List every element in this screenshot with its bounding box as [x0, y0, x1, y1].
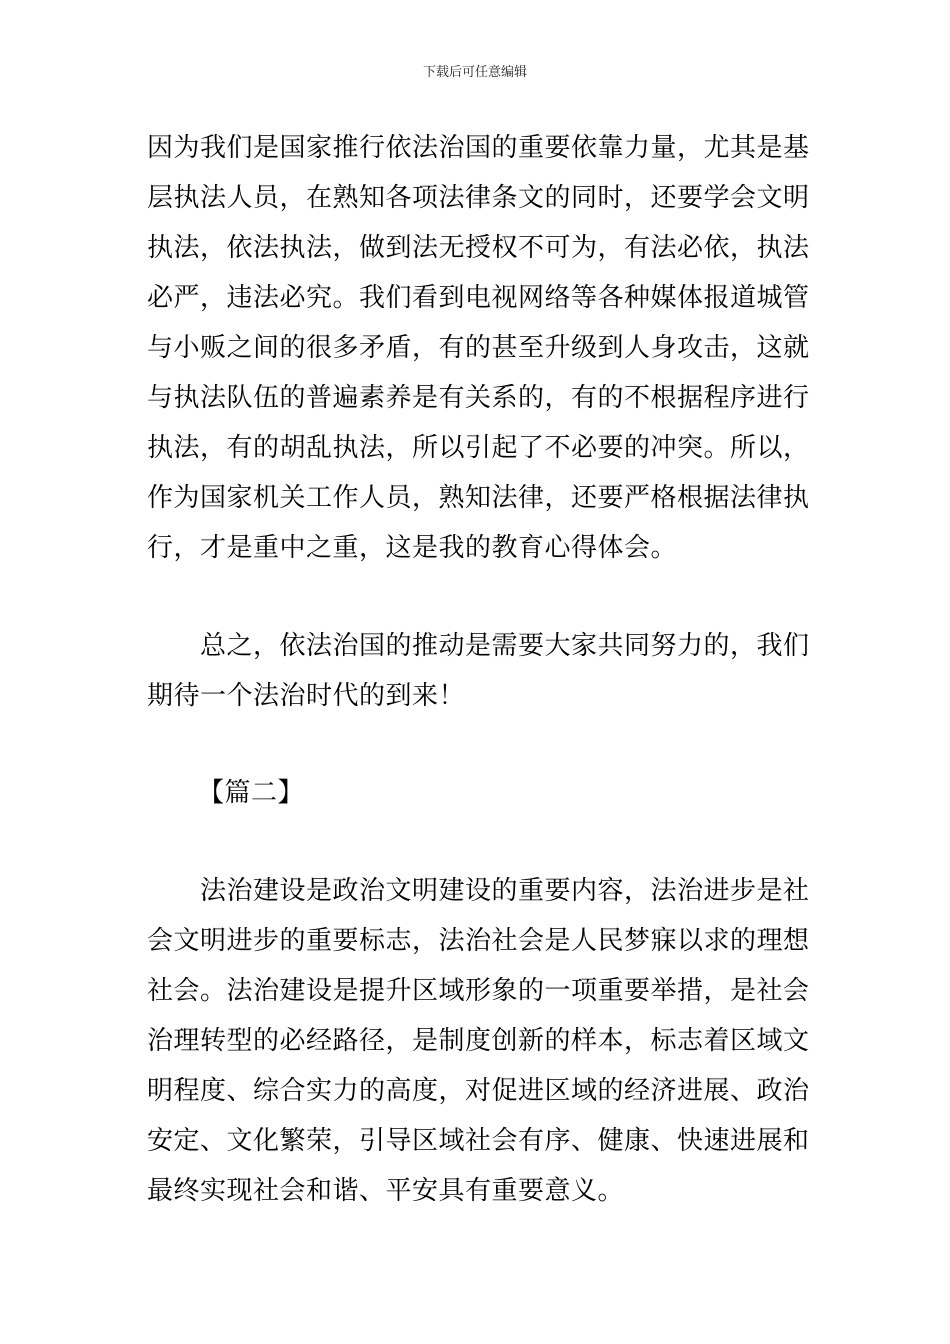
paragraph-1-line-8: 作为国家机关工作人员，熟知法律，还要严格根据法律执 — [147, 483, 810, 513]
paragraph-4-line-3: 社会。法治建设是提升区域形象的一项重要举措，是社会 — [147, 976, 810, 1006]
paragraph-1-line-1: 因为我们是国家推行依法治国的重要依靠力量，尤其是基 — [147, 133, 810, 163]
paragraph-1-line-4: 必严，违法必究。我们看到电视网络等各种媒体报道城管 — [147, 283, 810, 313]
paragraph-2-line-1: 总之，依法治国的推动是需要大家共同努力的，我们 — [200, 631, 810, 661]
paragraph-4-line-2: 会文明进步的重要标志，法治社会是人民梦寐以求的理想 — [147, 926, 810, 956]
paragraph-4-line-4: 治理转型的必经路径，是制度创新的样本，标志着区域文 — [147, 1026, 810, 1056]
page-header: 下载后可任意编辑 — [422, 65, 527, 80]
paragraph-1-line-7: 执法，有的胡乱执法，所以引起了不必要的冲突。所以， — [147, 433, 810, 463]
paragraph-4-line-7: 最终实现社会和谐、平安具有重要意义。 — [147, 1176, 625, 1206]
paragraph-4-line-5: 明程度、综合实力的高度，对促进区域的经济进展、政治 — [147, 1076, 810, 1106]
paragraph-4-line-6: 安定、文化繁荣，引导区域社会有序、健康、快速进展和 — [147, 1126, 810, 1156]
paragraph-2-line-2: 期待一个法治时代的到来！ — [147, 681, 466, 711]
paragraph-4-line-1: 法治建设是政治文明建设的重要内容，法治进步是社 — [200, 876, 810, 906]
paragraph-1-line-9: 行，才是重中之重，这是我的教育心得体会。 — [147, 533, 678, 563]
paragraph-1-line-3: 执法，依法执法，做到法无授权不可为，有法必依，执法 — [147, 233, 810, 263]
paragraph-1-line-2: 层执法人员，在熟知各项法律条文的同时，还要学会文明 — [147, 183, 810, 213]
section-heading: 【篇二】 — [198, 778, 305, 808]
paragraph-1-line-6: 与执法队伍的普遍素养是有关系的，有的不根据程序进行 — [147, 383, 810, 413]
paragraph-1-line-5: 与小贩之间的很多矛盾，有的甚至升级到人身攻击，这就 — [147, 333, 810, 363]
